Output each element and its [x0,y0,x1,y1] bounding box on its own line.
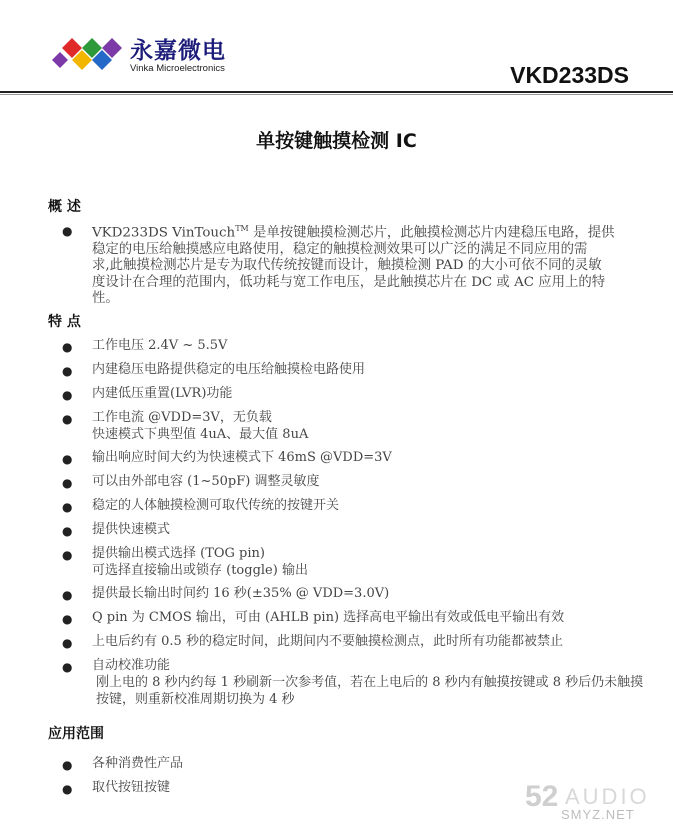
logo-diamonds-icon [52,36,128,82]
feature-item-detail: 刚上电的 8 秒内约每 1 秒刷新一次参考值，若在上电后的 8 秒内有触摸按键或 8 秒后仍未触摸 [96,675,644,690]
header-divider [0,91,673,93]
bullet-icon: ● [62,782,73,796]
application-item: 各种消费性产品 [92,756,184,771]
bullet-icon: ● [62,476,73,490]
feature-item: 内建稳压电路提供稳定的电压给触摸检电路使用 [92,362,366,377]
feature-item: 工作电流 @VDD=3V，无负载 [92,410,272,425]
bullet-icon: ● [62,500,73,514]
page-title: 单按键触摸检测 IC [256,130,417,152]
bullet-icon: ● [62,660,73,674]
overview-brand: VKD233DS VinTouch [92,225,236,241]
feature-item: 内建低压重置(LVR)功能 [92,386,233,401]
feature-item-detail: 按键，则重新校准周期切换为 4 秒 [96,692,295,707]
overview-heading: 概 述 [48,199,81,215]
feature-item: Q pin 为 CMOS 输出，可由 (AHLB pin) 选择高电平输出有效或低电平输出有效 [92,610,565,625]
overview-line-5: 性。 [92,291,119,307]
bullet-icon: ● [62,224,73,238]
bullet-icon: ● [62,412,73,426]
bullet-icon: ● [62,758,73,772]
logo-diamond-purple-small [52,52,68,68]
feature-item: 稳定的人体触摸检测可取代传统的按键开关 [92,498,340,513]
feature-item: 可以由外部电容 (1~50pF) 调整灵敏度 [92,474,320,489]
bullet-icon: ● [62,612,73,626]
application-item: 取代按钮按键 [92,780,171,795]
overview-line-4: 度设计在合理的范围内，低功耗与宽工作电压，是此触摸芯片在 DC 或 AC 应用上的特 [92,274,606,290]
bullet-icon: ● [62,452,73,466]
applications-heading: 应用范围 [48,726,104,742]
feature-item: 提供最长输出时间约 16 秒(±35% @ VDD=3.0V) [92,586,390,601]
bullet-icon: ● [62,364,73,378]
overview-paragraph [92,221,632,308]
bullet-icon: ● [62,524,73,538]
bullet-icon: ● [62,548,73,562]
bullet-icon: ● [62,636,73,650]
feature-item: 输出响应时间大约为快速模式下 46mS @VDD=3V [92,450,392,465]
feature-item: 提供输出模式选择 (TOG pin) [92,546,265,561]
bullet-icon: ● [62,340,73,354]
watermark-site: SMYZ.NET [561,807,635,822]
logo-english-name: Vinka Microelectronics [130,63,225,74]
watermark-word: AUDIO [565,784,650,809]
overview-line-1: 是单按键触摸检测芯片，此触摸检测芯片内建稳压电路，提供 [248,225,615,241]
feature-item-detail: 可选择直接输出或锁存 (toggle) 输出 [92,563,308,578]
feature-item: 自动校准功能 [92,658,171,673]
feature-item: 工作电压 2.4V ~ 5.5V [92,338,228,353]
watermark-number: 52 [525,780,559,813]
feature-item-detail: 快速模式下典型值 4uA、最大值 8uA [92,427,309,442]
trademark-mark: TM [235,224,249,233]
model-number: VKD233DS [510,62,629,88]
bullet-icon: ● [62,388,73,402]
feature-item: 上电后约有 0.5 秒的稳定时间，此期间内不要触摸检测点，此时所有功能都被禁止 [92,634,563,649]
logo-chinese-name: 永嘉微电 [130,38,226,64]
company-logo [52,32,252,82]
overview-line-3: 求,此触摸检测芯片是专为取代传统按键而设计，触摸检测 PAD 的大小可依不同的灵敏 [92,258,602,274]
watermark [525,780,655,824]
feature-item: 提供快速模式 [92,522,171,537]
features-heading: 特 点 [48,314,81,330]
overview-line-2: 稳定的电压给触摸感应电路使用，稳定的触摸检测效果可以广泛的满足不同应用的需 [92,241,588,257]
bullet-icon: ● [62,588,73,602]
header-divider-thin [0,94,673,95]
